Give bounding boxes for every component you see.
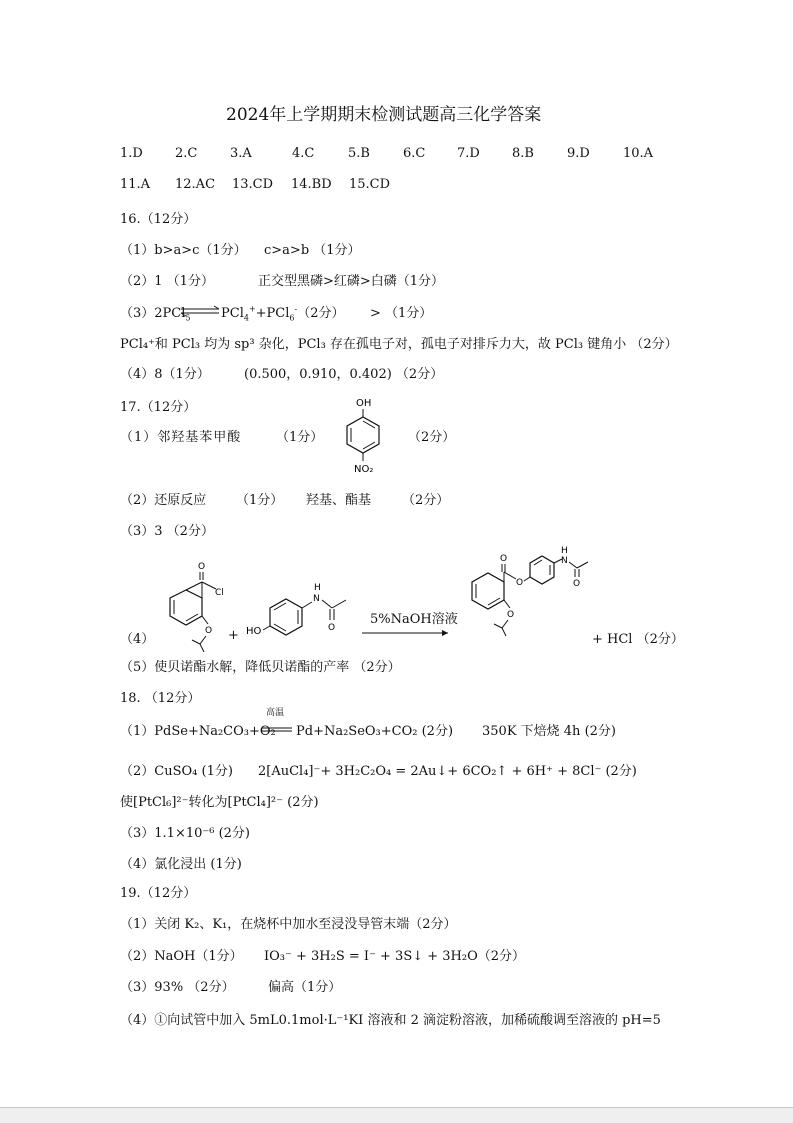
q17-answer: （2）还原反应 bbox=[120, 493, 207, 508]
q19-equation: IO₃⁻ + 3H₂S = I⁻ + 3S↓ + 3H₂O（2分） bbox=[264, 949, 526, 964]
q17-heading: 17.（12分） bbox=[120, 400, 197, 415]
o-label: O bbox=[573, 579, 581, 589]
q16-equation: PCl$_4$++PCl$_6$-（2分） bbox=[221, 304, 345, 323]
q16-answer: （4）8（1分） bbox=[120, 367, 210, 382]
q18-answer: 使[PtCl₆]²⁻转化为[PtCl₄]²⁻ (2分) bbox=[120, 795, 319, 810]
q17-answer: + HCl （2分） bbox=[592, 632, 684, 647]
equilibrium-arrow-icon bbox=[181, 306, 221, 316]
q16-equation: （3）2PCl$_5$ bbox=[120, 306, 191, 323]
q18-equation: Pd+Na₂SeO₃+CO₂ (2分) bbox=[296, 724, 454, 739]
mc-answer: 3.A bbox=[230, 146, 252, 161]
q17-answer: （1分） bbox=[276, 430, 324, 445]
o-label: O bbox=[205, 626, 213, 636]
mc-answer: 1.D bbox=[120, 146, 143, 161]
reaction-condition: 高温 bbox=[266, 708, 285, 718]
q17-answer: （5）使贝诺酯水解，降低贝诺酯的产率 （2分） bbox=[120, 660, 401, 675]
q18-answer: 350K 下焙烧 4h (2分) bbox=[482, 724, 616, 739]
mc-answer: 7.D bbox=[457, 146, 480, 161]
q18-heading: 18. （12分） bbox=[120, 691, 201, 706]
q17-answer: （2分） bbox=[402, 493, 450, 508]
paracetamol-structure-icon bbox=[246, 580, 356, 650]
mc-answer: 4.C bbox=[292, 146, 315, 161]
o-label: O bbox=[198, 562, 206, 572]
q19-answer: 偏高（1分） bbox=[268, 980, 342, 995]
mc-answer: 9.D bbox=[567, 146, 590, 161]
equals-sign-icon bbox=[262, 727, 294, 733]
q16-answer: c>a>b （1分） bbox=[264, 243, 361, 258]
o-label: O bbox=[500, 554, 508, 564]
q16-answer: (0.500，0.910，0.402) （2分） bbox=[244, 367, 444, 382]
q18-equation: （1）PdSe+Na₂CO₃+O₂ bbox=[120, 724, 276, 739]
benorilate-structure-icon bbox=[460, 546, 590, 642]
q19-answer: （3）93% （2分） bbox=[120, 980, 235, 995]
q18-answer: （2）CuSO₄ (1分) bbox=[120, 764, 233, 779]
q16-answer: （2）1 （1分） bbox=[120, 274, 214, 289]
mc-answer: 5.B bbox=[348, 146, 370, 161]
q17-answer: 羟基、酯基 bbox=[306, 493, 372, 508]
q17-answer: （1）邻羟基苯甲酸 bbox=[120, 430, 242, 445]
acetylsalicyloyl-chloride-structure-icon bbox=[156, 560, 226, 650]
q19-answer: （4）①向试管中加入 5mL0.1mol·L⁻¹KI 溶液和 2 滴淀粉溶液，加稀硫酸调至溶液的 pH=5 bbox=[120, 1013, 661, 1028]
q19-heading: 19.（12分） bbox=[120, 886, 197, 901]
q17-answer: （2分） bbox=[408, 430, 456, 445]
o-label: O bbox=[328, 623, 336, 633]
nitrophenol-structure-icon bbox=[330, 395, 400, 475]
mc-answer: 8.B bbox=[512, 146, 534, 161]
h-label: H bbox=[561, 546, 568, 556]
q16-explanation: PCl₄⁺和 PCl₃ 均为 sp³ 杂化，PCl₃ 存在孤电子对，孤电子对排斥力大，故 PCl₃ 键角小 （2分） bbox=[120, 337, 678, 352]
q17-answer: （1分） bbox=[236, 493, 284, 508]
o-label: O bbox=[516, 578, 524, 588]
q16-answer: 正交型黑磷>红磷>白磷（1分） bbox=[258, 274, 445, 289]
o-label: O bbox=[507, 610, 515, 620]
q19-answer: （2）NaOH（1分） bbox=[120, 949, 243, 964]
mc-answer: 6.C bbox=[403, 146, 426, 161]
cl-label: Cl bbox=[215, 588, 224, 598]
reaction-arrow-icon bbox=[362, 628, 452, 638]
q17-answer: （4） bbox=[120, 632, 155, 647]
mc-answer: 12.AC bbox=[175, 177, 216, 192]
q16-heading: 16.（12分） bbox=[120, 212, 197, 227]
q18-answer: （4）氯化浸出 (1分) bbox=[120, 857, 242, 872]
bottom-scroll-bar[interactable] bbox=[0, 1107, 793, 1123]
h-label: H bbox=[314, 583, 321, 593]
q18-equation: 2[AuCl₄]⁻+ 3H₂C₂O₄ = 2Au↓+ 6CO₂↑ + 6H⁺ + 8Cl⁻ (2分) bbox=[258, 764, 637, 779]
mc-answer: 14.BD bbox=[291, 177, 332, 192]
page-title: 2024年上学期期末检测试题高三化学答案 bbox=[226, 105, 542, 125]
mc-answer: 2.C bbox=[175, 146, 198, 161]
q18-answer: （3）1.1×10⁻⁶ (2分) bbox=[120, 826, 251, 841]
no2-label: NO₂ bbox=[354, 464, 374, 475]
q17-answer: （3）3 （2分） bbox=[120, 524, 214, 539]
mc-answer: 13.CD bbox=[232, 177, 274, 192]
n-label: N bbox=[313, 594, 320, 604]
reaction-condition: 5%NaOH溶液 bbox=[370, 612, 458, 627]
plus-sign: + bbox=[228, 628, 239, 643]
q19-answer: （1）关闭 K₂、K₁，在烧杯中加水至浸没导管末端（2分） bbox=[120, 917, 457, 932]
mc-answer: 10.A bbox=[623, 146, 654, 161]
q16-answer: > （1分） bbox=[370, 306, 433, 321]
q16-answer: （1）b>a>c（1分） bbox=[120, 243, 247, 258]
mc-answer: 11.A bbox=[120, 177, 151, 192]
mc-answer: 15.CD bbox=[349, 177, 391, 192]
oh-label: OH bbox=[356, 398, 372, 409]
n-label: N bbox=[561, 556, 568, 566]
ho-label: HO bbox=[246, 626, 262, 637]
